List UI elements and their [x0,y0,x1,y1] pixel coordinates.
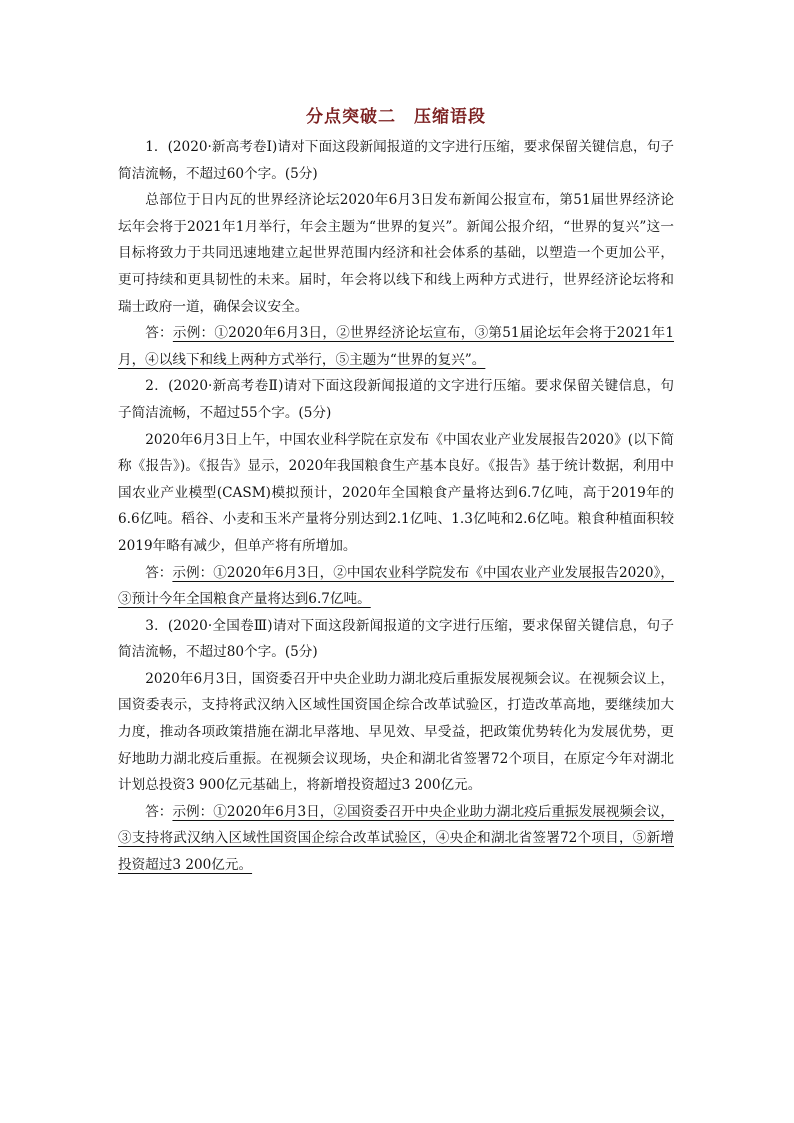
question-1-passage: 总部位于日内瓦的世界经济论坛2020年6月3日发布新闻公报宣布，第51届世界经济论坛年会将于2021年1月举行，年会主题为“世界的复兴”。新闻公报介绍，“世界的复兴”这一目标将致力于共同迅速地建立起世界范围内经济和社会体系的基础，以塑造一个更加公平，更可持续和更具韧性的未来。届时，年会将以线下和线上两种方式进行，世界经济论坛将和瑞士政府一道，确保会议安全。 [118,192,674,315]
title-part-2: 压缩语段 [414,107,486,127]
question-3-answer [118,799,674,879]
answer-label: 答： [145,803,173,820]
document-page [118,104,674,879]
question-1-prompt: 1．(2020·新高考卷Ⅰ)请对下面这段新闻报道的文字进行压缩，要求保留关键信息，句子简洁流畅，不超过60个字。(5分) [118,139,674,182]
answer-label: 答： [145,564,173,581]
answer-label: 答： [145,325,173,342]
question-3-passage: 2020年6月3日，国资委召开中央企业助力湖北疫后重振发展视频会议。在视频会议上，国资委表示，支持将武汉纳入区域性国资国企综合改革试验区，打造改革高地，要继续加大力度，推动各项政策措施在湖北早落地、早见效、早受益，把政策优势转化为发展优势，更好地助力湖北疫后重振。在视频会议现场，央企和湖北省签署72个项目，在原定今年对湖北计划总投资3 900亿元基础上，将新增投资超过3 200亿元。 [118,670,674,794]
title-part-1: 分点突破二 [306,107,396,127]
answer-text: 示例：①2020年6月3日，②中国农业科学院发布《中国农业产业发展报告2020》，③预计今年全国粮食产量将达到6.7亿吨。 [118,564,674,608]
answer-text: 示例：①2020年6月3日，②国资委召开中央企业助力湖北疫后重振发展视频会议，③支持将武汉纳入区域性国资国企综合改革试验区，④央企和湖北省签署72个项目，⑤新增投资超过3 200亿元。 [118,803,675,874]
question-2-prompt: 2．(2020·新高考卷Ⅱ)请对下面这段新闻报道的文字进行压缩。要求保留关键信息，句子简洁流畅，不超过55个字。(5分) [118,378,674,421]
question-2-answer [118,560,674,613]
question-2-passage: 2020年6月3日上午，中国农业科学院在京发布《中国农业产业发展报告2020》(以下简称《报告》)。《报告》显示，2020年我国粮食生产基本良好。《报告》基于统计数据，利用中国农业产业模型(CASM)模拟预计，2020年全国粮食产量将达到6.7亿吨，高于2019年的6.6亿吨。稻谷、小麦和玉米产量将分别达到2.1亿吨、1.3亿吨和2.6亿吨。粮食种植面积较2019年略有减少，但单产将有所增加。 [118,431,674,554]
question-1-answer [118,320,674,373]
question-3-prompt: 3．(2020·全国卷Ⅲ)请对下面这段新闻报道的文字进行压缩，要求保留关键信息，句子简洁流畅，不超过80个字。(5分) [118,617,674,661]
page-title [118,104,674,130]
answer-text: 示例：①2020年6月3日，②世界经济论坛宣布，③第51届论坛年会将于2021年1月，④以线下和线上两种方式举行，⑤主题为“世界的复兴”。 [118,325,675,368]
